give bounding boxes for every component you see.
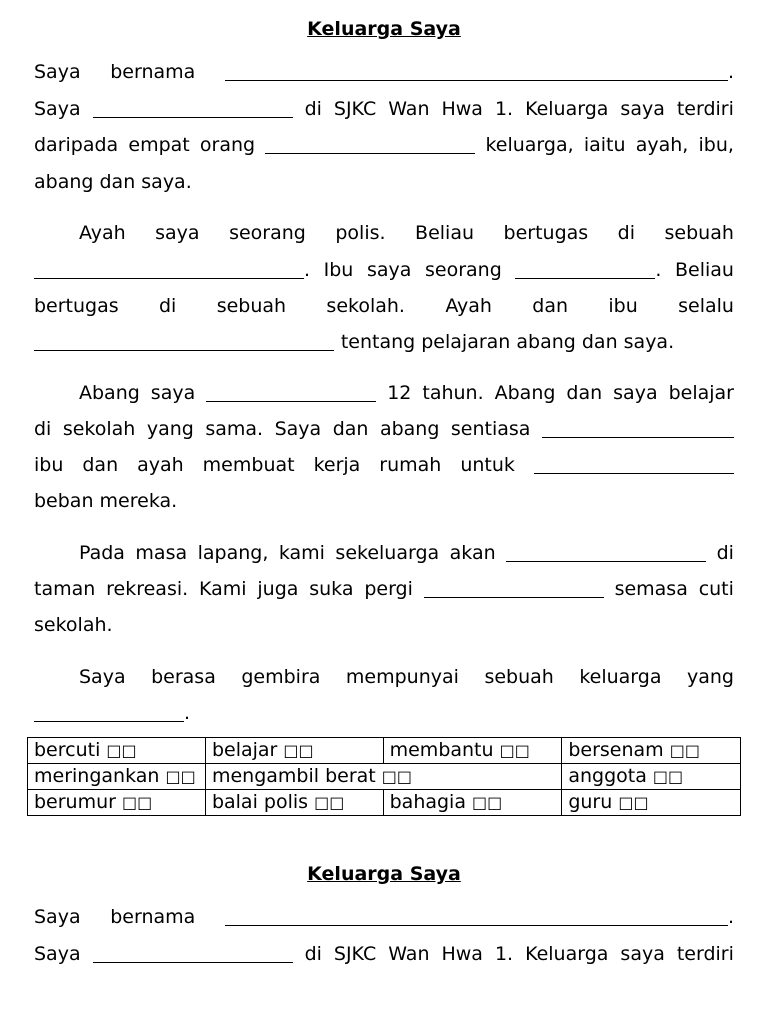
word: sebuah bbox=[484, 666, 554, 688]
word: sekolah. bbox=[326, 295, 405, 317]
word: bernama bbox=[110, 906, 196, 928]
word: dan bbox=[82, 454, 119, 476]
missing-glyph-icon: □□ bbox=[652, 767, 684, 786]
repeat-line-2 bbox=[34, 941, 734, 967]
p1-line-4 bbox=[34, 169, 734, 195]
word: sekeluarga bbox=[335, 542, 440, 564]
word: abang bbox=[379, 418, 440, 440]
word: yang bbox=[146, 418, 194, 440]
answer-blank[interactable] bbox=[93, 942, 293, 963]
p2-line-1 bbox=[79, 220, 734, 246]
p1-line-2 bbox=[34, 96, 734, 122]
worksheet-title-repeat: Keluarga Saya bbox=[307, 863, 461, 885]
word: Saya bbox=[79, 666, 126, 688]
word: saya bbox=[620, 98, 665, 120]
word: di bbox=[304, 943, 322, 965]
blank-with-period bbox=[34, 257, 310, 283]
word: Saya bbox=[34, 943, 81, 965]
word: di bbox=[159, 295, 177, 317]
word: dan bbox=[332, 418, 369, 440]
word: rumah bbox=[379, 454, 442, 476]
word-bank-word: anggota bbox=[568, 765, 647, 787]
word: empat bbox=[128, 134, 190, 156]
word-bank-word: meringankan bbox=[34, 765, 160, 787]
answer-blank[interactable] bbox=[424, 577, 604, 598]
word: Keluarga bbox=[525, 98, 609, 120]
word: Saya bbox=[34, 61, 81, 83]
word: Saya bbox=[274, 418, 322, 440]
word: tahun. bbox=[422, 382, 484, 404]
word-bank-cell bbox=[383, 738, 562, 764]
missing-glyph-icon: □□ bbox=[283, 741, 314, 760]
word: Beliau bbox=[415, 222, 475, 244]
word: polis. bbox=[335, 222, 386, 244]
word: Beliau bbox=[675, 259, 734, 281]
p5-line-1 bbox=[79, 664, 734, 690]
p1-line-1 bbox=[34, 59, 734, 85]
p3-line-1 bbox=[79, 380, 734, 406]
word-bank-word: bercuti bbox=[34, 739, 101, 761]
word: Abang bbox=[494, 382, 556, 404]
word: Wan bbox=[388, 943, 430, 965]
p3-line-3 bbox=[34, 452, 734, 478]
word: sebuah bbox=[216, 295, 287, 317]
word: Hwa bbox=[441, 98, 483, 120]
word: Abang bbox=[79, 382, 140, 404]
missing-glyph-icon: □□ bbox=[314, 793, 345, 812]
word-bank-cell bbox=[562, 790, 741, 816]
word: Keluarga bbox=[525, 943, 609, 965]
word: dan bbox=[532, 295, 569, 317]
text: beban mereka. bbox=[34, 490, 178, 512]
word: ibu bbox=[608, 295, 638, 317]
word: SJKC bbox=[333, 943, 377, 965]
word: cuti bbox=[698, 578, 734, 600]
word: . bbox=[184, 702, 191, 724]
word: taman bbox=[34, 578, 96, 600]
word-bank-word: bersenam bbox=[568, 739, 664, 761]
p2-line-4 bbox=[34, 329, 734, 355]
word: SJKC bbox=[333, 98, 377, 120]
word: saya bbox=[150, 382, 196, 404]
answer-blank[interactable] bbox=[225, 60, 728, 81]
word: juga bbox=[257, 578, 299, 600]
word: rekreasi. bbox=[106, 578, 189, 600]
missing-glyph-icon: □□ bbox=[669, 741, 700, 760]
word: sentiasa bbox=[450, 418, 531, 440]
answer-blank[interactable] bbox=[542, 417, 734, 438]
word: suka bbox=[309, 578, 354, 600]
answer-blank[interactable] bbox=[34, 258, 304, 279]
word: Hwa bbox=[441, 943, 483, 965]
word-bank-row bbox=[28, 790, 741, 816]
word: . bbox=[727, 61, 734, 83]
word-bank-cell bbox=[205, 790, 383, 816]
word: ibu, bbox=[698, 134, 734, 156]
word-bank-cell bbox=[383, 790, 562, 816]
p5-line-2 bbox=[34, 700, 734, 726]
answer-blank[interactable] bbox=[206, 381, 376, 402]
word: sebuah bbox=[664, 222, 734, 244]
blank-with-period bbox=[515, 257, 661, 283]
missing-glyph-icon: □□ bbox=[106, 741, 137, 760]
word-bank-cell bbox=[28, 764, 206, 790]
missing-glyph-icon: □□ bbox=[618, 793, 649, 812]
word-bank-cell bbox=[28, 738, 206, 764]
text: sekolah. bbox=[34, 614, 113, 636]
word: ibu bbox=[34, 454, 64, 476]
word-bank-word: membantu bbox=[389, 739, 494, 761]
p3-line-2 bbox=[34, 416, 734, 442]
word-bank-cell bbox=[205, 764, 561, 790]
word: kerja bbox=[313, 454, 361, 476]
word: sama. bbox=[205, 418, 264, 440]
word: . bbox=[655, 259, 662, 281]
word: mempunyai bbox=[345, 666, 459, 688]
word: iaitu bbox=[583, 134, 626, 156]
word: seorang bbox=[229, 222, 306, 244]
word: Ibu bbox=[323, 259, 354, 281]
word: lapang, bbox=[197, 542, 269, 564]
p3-line-4 bbox=[34, 488, 734, 514]
p1-line-3 bbox=[34, 132, 734, 158]
blank-with-period bbox=[225, 904, 734, 930]
worksheet-title: Keluarga Saya bbox=[307, 18, 461, 40]
answer-blank[interactable] bbox=[534, 453, 734, 474]
word-bank-word: bahagia bbox=[389, 791, 466, 813]
word: ayah, bbox=[635, 134, 689, 156]
word: di bbox=[304, 98, 322, 120]
word-bank-cell bbox=[205, 738, 383, 764]
word-bank-word: mengambil berat bbox=[211, 765, 376, 787]
answer-blank[interactable] bbox=[93, 97, 293, 118]
word: akan bbox=[449, 542, 496, 564]
word: orang bbox=[199, 134, 256, 156]
word-bank-cell bbox=[28, 790, 206, 816]
word: di bbox=[34, 418, 52, 440]
word: Wan bbox=[388, 98, 430, 120]
word-bank-word: guru bbox=[568, 791, 613, 813]
word-bank-table bbox=[27, 737, 741, 816]
word: terdiri bbox=[676, 98, 734, 120]
text: abang dan saya. bbox=[34, 171, 192, 193]
word: 12 bbox=[387, 382, 412, 404]
p2-line-2 bbox=[34, 257, 734, 283]
word-bank-row bbox=[28, 738, 741, 764]
word: gembira bbox=[241, 666, 321, 688]
word: Saya bbox=[34, 98, 81, 120]
word: 1. bbox=[494, 98, 514, 120]
word-bank-word: berumur bbox=[34, 791, 116, 813]
word-bank-cell bbox=[562, 764, 741, 790]
answer-blank[interactable] bbox=[265, 133, 475, 154]
word: . bbox=[304, 259, 311, 281]
word: Kami bbox=[198, 578, 247, 600]
word: untuk bbox=[460, 454, 515, 476]
word: keluarga bbox=[579, 666, 662, 688]
word-bank-row bbox=[28, 764, 741, 790]
word: Ayah bbox=[79, 222, 126, 244]
missing-glyph-icon: □□ bbox=[165, 767, 196, 786]
blank-with-period bbox=[225, 59, 734, 85]
word: seorang bbox=[424, 259, 502, 281]
word-bank-cell bbox=[562, 738, 741, 764]
repeat-line-1 bbox=[34, 904, 734, 930]
answer-blank[interactable] bbox=[515, 258, 655, 279]
word: daripada bbox=[34, 134, 119, 156]
word: kami bbox=[278, 542, 325, 564]
answer-blank[interactable] bbox=[506, 541, 706, 562]
answer-blank[interactable] bbox=[34, 330, 334, 351]
p4-line-1 bbox=[79, 540, 734, 566]
word: yang bbox=[687, 666, 734, 688]
word: membuat bbox=[202, 454, 295, 476]
word-bank-word: belajar bbox=[211, 739, 278, 761]
word: di bbox=[716, 542, 734, 564]
word: Saya bbox=[34, 906, 81, 928]
word: dan bbox=[566, 382, 603, 404]
text: tentang pelajaran abang dan saya. bbox=[340, 331, 675, 353]
word: bernama bbox=[110, 61, 196, 83]
word: keluarga, bbox=[485, 134, 574, 156]
word: pergi bbox=[364, 578, 413, 600]
answer-blank[interactable] bbox=[34, 701, 184, 722]
word: masa bbox=[135, 542, 188, 564]
word: Pada bbox=[79, 542, 125, 564]
missing-glyph-icon: □□ bbox=[122, 793, 153, 812]
word: terdiri bbox=[676, 943, 734, 965]
word: saya bbox=[366, 259, 412, 281]
word-bank-word: balai polis bbox=[211, 791, 309, 813]
word: . bbox=[727, 906, 734, 928]
word: berasa bbox=[151, 666, 216, 688]
p4-line-2 bbox=[34, 576, 734, 602]
word: di bbox=[617, 222, 636, 244]
p2-line-3 bbox=[34, 293, 734, 319]
missing-glyph-icon: □□ bbox=[499, 741, 530, 760]
word: sekolah bbox=[62, 418, 136, 440]
word: belajar bbox=[668, 382, 734, 404]
word: saya bbox=[613, 382, 658, 404]
missing-glyph-icon: □□ bbox=[381, 767, 412, 786]
word: Ayah bbox=[445, 295, 492, 317]
missing-glyph-icon: □□ bbox=[472, 793, 503, 812]
answer-blank[interactable] bbox=[225, 905, 728, 926]
word: saya bbox=[155, 222, 200, 244]
word: selalu bbox=[678, 295, 734, 317]
word: bertugas bbox=[34, 295, 119, 317]
word: saya bbox=[620, 943, 665, 965]
word: semasa bbox=[614, 578, 688, 600]
p4-line-3 bbox=[34, 612, 734, 638]
word: 1. bbox=[494, 943, 514, 965]
word: bertugas bbox=[503, 222, 589, 244]
word: ayah bbox=[137, 454, 184, 476]
